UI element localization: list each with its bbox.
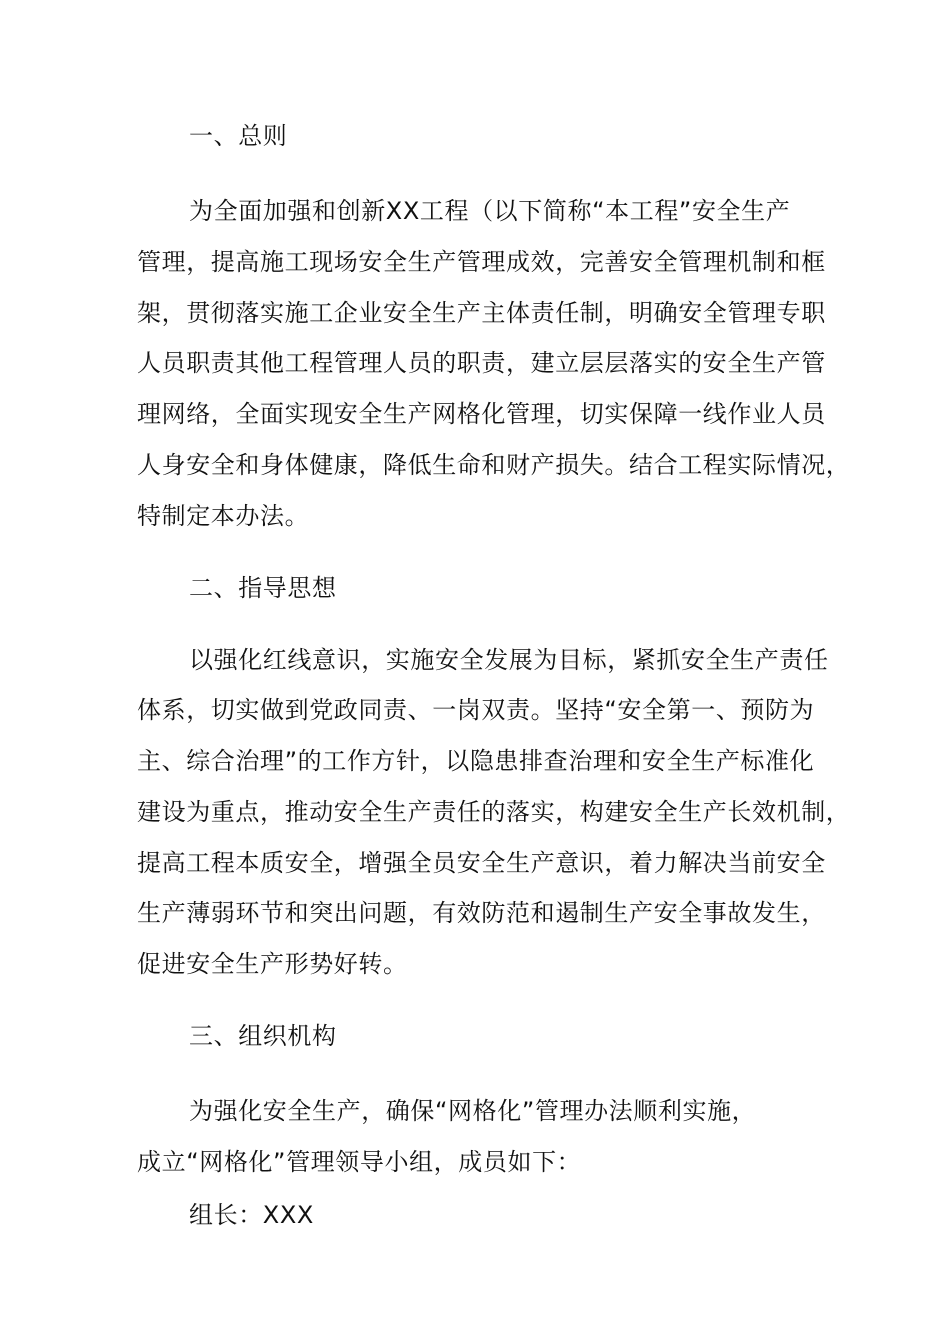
paragraph-line: 主、综合治理”的工作方针，以隐患排查治理和安全生产标准化 — [137, 747, 815, 775]
paragraph-line: 管理，提高施工现场安全生产管理成效，完善安全管理机制和框 — [137, 248, 826, 276]
paragraph-line: 以强化红线意识，实施安全发展为目标，紧抓安全生产责任 — [189, 646, 829, 674]
paragraph-line: 建设为重点，推动安全生产责任的落实，构建安全生产长效机制， — [137, 798, 851, 826]
paragraph-line: 生产薄弱环节和突出问题，有效防范和遏制生产安全事故发生， — [137, 899, 826, 927]
paragraph-line: 架，贯彻落实施工企业安全生产主体责任制，明确安全管理专职 — [137, 299, 826, 327]
paragraph-line: 成立“网格化”管理领导小组，成员如下： — [137, 1148, 582, 1176]
paragraph-line: 特制定本办法。 — [137, 502, 310, 530]
leader-line: 组长：XXX — [189, 1201, 314, 1229]
paragraph-line: 提高工程本质安全，增强全员安全生产意识，着力解决当前安全 — [137, 849, 826, 877]
paragraph-line: 体系，切实做到党政同责、一岗双责。坚持“安全第一、预防为 — [137, 696, 815, 724]
section-heading: 二、指导思想 — [189, 574, 337, 602]
section-heading: 三、组织机构 — [189, 1022, 337, 1050]
paragraph-line: 为强化安全生产，确保“网格化”管理办法顺利实施， — [189, 1097, 757, 1125]
section-heading: 一、总则 — [189, 122, 288, 150]
paragraph-line: 促进安全生产形势好转。 — [137, 950, 408, 978]
paragraph-line: 人员职责其他工程管理人员的职责，建立层层落实的安全生产管 — [137, 349, 826, 377]
paragraph-line: 人身安全和身体健康，降低生命和财产损失。结合工程实际情况， — [137, 451, 851, 479]
paragraph-line: 为全面加强和创新XX工程（以下简称“本工程”安全生产 — [189, 197, 791, 225]
paragraph-line: 理网络，全面实现安全生产网格化管理，切实保障一线作业人员 — [137, 400, 826, 428]
